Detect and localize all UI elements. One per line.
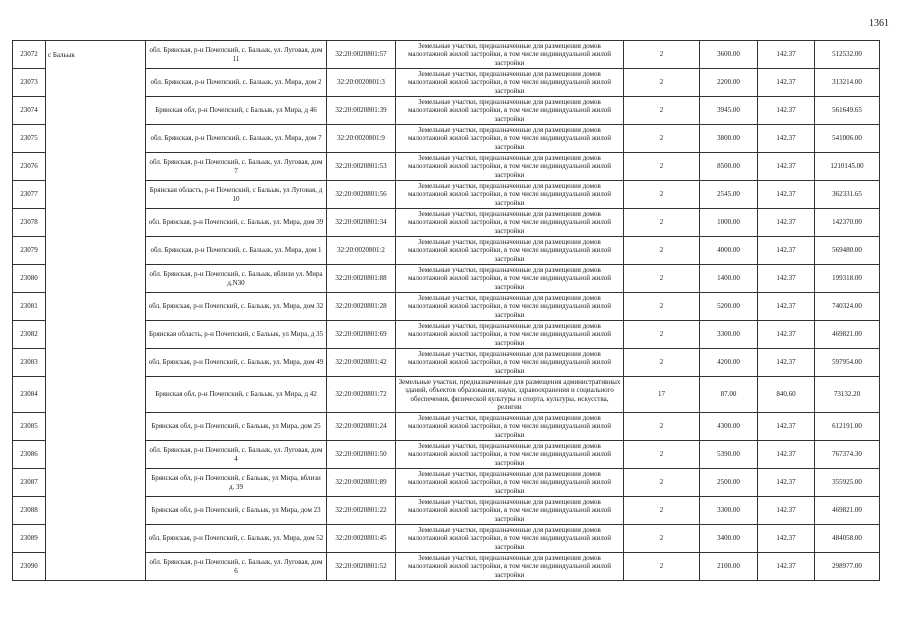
- land-use-cell: Земельные участки, предназначенные для размещения домов малоэтажной жилой застройки, в том числе индивидуальной жилой застройки: [396, 349, 624, 377]
- table-row: [13, 153, 880, 181]
- cadastral-cost-cell: 541006.00: [815, 125, 880, 153]
- cadastral-cost-cell: 469821.00: [815, 321, 880, 349]
- cadastral-number-cell: 32:20:0020801:28: [327, 293, 396, 321]
- row-number: 23076: [13, 153, 46, 181]
- locality-cell: [46, 125, 146, 153]
- row-number: 23074: [13, 97, 46, 125]
- cadastral-cost-cell: 199318.00: [815, 265, 880, 293]
- table-row: [13, 469, 880, 497]
- address-cell: Брянская обл, р-н Почепский, с Бальык, ул Мира, дом 25: [146, 413, 327, 441]
- cadastral-number-cell: 32:20:0020801:3: [327, 69, 396, 97]
- locality-cell: [46, 97, 146, 125]
- rate-cell: 142.37: [758, 181, 815, 209]
- area-cell: 2200.00: [700, 69, 758, 97]
- cadastral-cost-cell: 740324.00: [815, 293, 880, 321]
- address-cell: обл. Брянская, р-н Почепский, с. Бальык, ул. Мира, дом 7: [146, 125, 327, 153]
- table-row: [13, 377, 880, 413]
- cadastral-number-cell: 32:20:0020801:22: [327, 497, 396, 525]
- cadastral-cost-cell: 597954.00: [815, 349, 880, 377]
- area-cell: 1400.00: [700, 265, 758, 293]
- rate-cell: 840.60: [758, 377, 815, 413]
- land-use-cell: Земельные участки, предназначенные для размещения домов малоэтажной жилой застройки, в том числе индивидуальной жилой застройки: [396, 497, 624, 525]
- address-cell: Брянская область, р-н Почепский, с Бальык, ул Луговая, д 10: [146, 181, 327, 209]
- locality-cell: [46, 441, 146, 469]
- land-use-cell: Земельные участки, предназначенные для размещения домов малоэтажной жилой застройки, в том числе индивидуальной жилой застройки: [396, 125, 624, 153]
- rate-cell: 142.37: [758, 97, 815, 125]
- table-row: [13, 293, 880, 321]
- table-row: [13, 349, 880, 377]
- cadastral-cost-cell: 767374.30: [815, 441, 880, 469]
- table-row: [13, 497, 880, 525]
- address-cell: Брянская область, р-н Почепский, с Бальык, ул Мира, д 35: [146, 321, 327, 349]
- cadastral-cost-cell: 142370.00: [815, 209, 880, 237]
- land-use-cell: Земельные участки, предназначенные для размещения домов малоэтажной жилой застройки, в том числе индивидуальной жилой застройки: [396, 293, 624, 321]
- rate-cell: 142.37: [758, 413, 815, 441]
- address-cell: Брянская обл, р-н Почепский, с Бальык, ул Мира, д 46: [146, 97, 327, 125]
- address-cell: Брянская обл, р-н Почепский, с Бальык, ул Мира, вблизи д. 39: [146, 469, 327, 497]
- category-cell: 2: [624, 553, 700, 581]
- address-cell: обл. Брянская, р-н Почепский, с. Бальык, ул. Луговая, дом 6: [146, 553, 327, 581]
- category-cell: 2: [624, 181, 700, 209]
- category-cell: 2: [624, 293, 700, 321]
- land-use-cell: Земельные участки, предназначенные для размещения домов малоэтажной жилой застройки, в том числе индивидуальной жилой застройки: [396, 553, 624, 581]
- cadastral-cost-cell: 561649.65: [815, 97, 880, 125]
- cadastral-number-cell: 32:20:0020801:9: [327, 125, 396, 153]
- area-cell: 3300.00: [700, 321, 758, 349]
- cadastral-number-cell: 32:20:0020801:42: [327, 349, 396, 377]
- rate-cell: 142.37: [758, 293, 815, 321]
- address-cell: Брянская обл, р-н Почепский, с Бальык, ул Мира, дом 23: [146, 497, 327, 525]
- registry-body: [13, 41, 880, 581]
- locality-cell: [46, 69, 146, 97]
- table-row: [13, 69, 880, 97]
- address-cell: обл. Брянская, р-н Почепский, с. Бальык, ул. Луговая, дом 11: [146, 41, 327, 69]
- area-cell: 2545.00: [700, 181, 758, 209]
- category-cell: 2: [624, 209, 700, 237]
- row-number: 23087: [13, 469, 46, 497]
- cadastral-number-cell: 32:20:0020801:53: [327, 153, 396, 181]
- area-cell: 3600.00: [700, 41, 758, 69]
- table-row: [13, 41, 880, 69]
- category-cell: 2: [624, 349, 700, 377]
- land-use-cell: Земельные участки, предназначенные для размещения домов малоэтажной жилой застройки, в том числе индивидуальной жилой застройки: [396, 153, 624, 181]
- category-cell: 2: [624, 525, 700, 553]
- cadastral-cost-cell: 612191.00: [815, 413, 880, 441]
- row-number: 23078: [13, 209, 46, 237]
- address-cell: обл. Брянская, р-н Почепский, с. Бальык, вблизи ул. Мира д.N30: [146, 265, 327, 293]
- cadastral-number-cell: 32:20:0020801:45: [327, 525, 396, 553]
- row-number: 23081: [13, 293, 46, 321]
- area-cell: 4200.00: [700, 349, 758, 377]
- cadastral-cost-cell: 362331.65: [815, 181, 880, 209]
- locality-cell: [46, 349, 146, 377]
- area-cell: 5200.00: [700, 293, 758, 321]
- area-cell: 3400.00: [700, 525, 758, 553]
- rate-cell: 142.37: [758, 69, 815, 97]
- address-cell: обл. Брянская, р-н Почепский, с. Бальык, ул. Мира, дом 39: [146, 209, 327, 237]
- rate-cell: 142.37: [758, 349, 815, 377]
- row-number: 23089: [13, 525, 46, 553]
- cadastral-number-cell: 32:20:0020801:56: [327, 181, 396, 209]
- cadastral-cost-cell: 1210145.00: [815, 153, 880, 181]
- rate-cell: 142.37: [758, 265, 815, 293]
- cadastral-number-cell: 32:20:0020801:39: [327, 97, 396, 125]
- row-number: 23072: [13, 41, 46, 69]
- category-cell: 2: [624, 97, 700, 125]
- rate-cell: 142.37: [758, 125, 815, 153]
- locality-cell: [46, 377, 146, 413]
- cadastral-cost-cell: 484058.00: [815, 525, 880, 553]
- area-cell: 2500.00: [700, 469, 758, 497]
- cadastral-number-cell: 32:20:0020801:69: [327, 321, 396, 349]
- rate-cell: 142.37: [758, 441, 815, 469]
- rate-cell: 142.37: [758, 321, 815, 349]
- row-number: 23090: [13, 553, 46, 581]
- category-cell: 2: [624, 321, 700, 349]
- land-use-cell: Земельные участки, предназначенные для размещения домов малоэтажной жилой застройки, в том числе индивидуальной жилой застройки: [396, 525, 624, 553]
- cadastral-cost-cell: 512532.00: [815, 41, 880, 69]
- table-row: [13, 553, 880, 581]
- locality-cell: [46, 153, 146, 181]
- category-cell: 2: [624, 469, 700, 497]
- area-cell: 5390.00: [700, 441, 758, 469]
- cadastral-number-cell: 32:20:0020801:2: [327, 237, 396, 265]
- table-row: [13, 125, 880, 153]
- area-cell: 4300.00: [700, 413, 758, 441]
- category-cell: 17: [624, 377, 700, 413]
- category-cell: 2: [624, 41, 700, 69]
- rate-cell: 142.37: [758, 469, 815, 497]
- rate-cell: 142.37: [758, 209, 815, 237]
- rate-cell: 142.37: [758, 237, 815, 265]
- land-use-cell: Земельные участки, предназначенные для размещения административных зданий, объектов образования, науки, здравоохранения и социального обеспечения, физической культуры и спорта, культуры, искусства, религии: [396, 377, 624, 413]
- table-row: [13, 441, 880, 469]
- row-number: 23080: [13, 265, 46, 293]
- cadastral-cost-cell: 469821.00: [815, 497, 880, 525]
- cadastral-number-cell: 32:20:0020801:57: [327, 41, 396, 69]
- rate-cell: 142.37: [758, 497, 815, 525]
- row-number: 23085: [13, 413, 46, 441]
- row-number: 23082: [13, 321, 46, 349]
- land-use-cell: Земельные участки, предназначенные для размещения домов малоэтажной жилой застройки, в том числе индивидуальной жилой застройки: [396, 469, 624, 497]
- area-cell: 3800.00: [700, 125, 758, 153]
- locality-cell: [46, 181, 146, 209]
- land-use-cell: Земельные участки, предназначенные для размещения домов малоэтажной жилой застройки, в том числе индивидуальной жилой застройки: [396, 69, 624, 97]
- locality-cell: [46, 321, 146, 349]
- land-use-cell: Земельные участки, предназначенные для размещения домов малоэтажной жилой застройки, в том числе индивидуальной жилой застройки: [396, 441, 624, 469]
- area-cell: 3945.00: [700, 97, 758, 125]
- rate-cell: 142.37: [758, 41, 815, 69]
- address-cell: обл. Брянская, р-н Почепский, с. Бальык, ул. Мира, дом 32: [146, 293, 327, 321]
- row-number: 23075: [13, 125, 46, 153]
- table-row: [13, 321, 880, 349]
- address-cell: обл. Брянская, р-н Почепский, с. Бальык, ул. Луговая, дом 7: [146, 153, 327, 181]
- cadastral-cost-cell: 355925.00: [815, 469, 880, 497]
- locality-cell: [46, 41, 146, 69]
- area-cell: 8500.00: [700, 153, 758, 181]
- address-cell: Брянская обл, р-н Почепский, с Бальык, ул Мира, д 42: [146, 377, 327, 413]
- area-cell: 1000.00: [700, 209, 758, 237]
- land-use-cell: Земельные участки, предназначенные для размещения домов малоэтажной жилой застройки, в том числе индивидуальной жилой застройки: [396, 265, 624, 293]
- cadastral-cost-cell: 313214.00: [815, 69, 880, 97]
- cadastral-cost-cell: 569480.00: [815, 237, 880, 265]
- locality-label: с Бальык: [48, 50, 75, 59]
- row-number: 23086: [13, 441, 46, 469]
- category-cell: 2: [624, 125, 700, 153]
- rate-cell: 142.37: [758, 153, 815, 181]
- rate-cell: 142.37: [758, 553, 815, 581]
- address-cell: обл. Брянская, р-н Почепский, с. Бальык, ул. Мира, дом 52: [146, 525, 327, 553]
- area-cell: 2100.00: [700, 553, 758, 581]
- row-number: 23088: [13, 497, 46, 525]
- row-number: 23083: [13, 349, 46, 377]
- area-cell: 4000.00: [700, 237, 758, 265]
- table-row: [13, 525, 880, 553]
- category-cell: 2: [624, 69, 700, 97]
- table-row: [13, 413, 880, 441]
- address-cell: обл. Брянская, р-н Почепский, с. Бальык, ул. Мира, дом 2: [146, 69, 327, 97]
- cadastral-number-cell: 32:20:0020801:88: [327, 265, 396, 293]
- cadastral-number-cell: 32:20:0020801:89: [327, 469, 396, 497]
- land-use-cell: Земельные участки, предназначенные для размещения домов малоэтажной жилой застройки, в том числе индивидуальной жилой застройки: [396, 181, 624, 209]
- address-cell: обл. Брянская, р-н Почепский, с. Бальык, ул. Луговая, дом 4: [146, 441, 327, 469]
- cadastral-number-cell: 32:20:0020801:24: [327, 413, 396, 441]
- locality-cell: [46, 553, 146, 581]
- land-use-cell: Земельные участки, предназначенные для размещения домов малоэтажной жилой застройки, в том числе индивидуальной жилой застройки: [396, 209, 624, 237]
- locality-cell: [46, 237, 146, 265]
- locality-cell: [46, 265, 146, 293]
- locality-cell: [46, 469, 146, 497]
- table-row: [13, 209, 880, 237]
- row-number: 23084: [13, 377, 46, 413]
- category-cell: 2: [624, 265, 700, 293]
- address-cell: обл. Брянская, р-н Почепский, с. Бальык, ул. Мира, дом 49: [146, 349, 327, 377]
- category-cell: 2: [624, 153, 700, 181]
- cadastral-number-cell: 32:20:0020801:50: [327, 441, 396, 469]
- cadastral-number-cell: 32:20:0020801:34: [327, 209, 396, 237]
- cadastral-cost-cell: 298977.00: [815, 553, 880, 581]
- page-number: 1361: [869, 18, 889, 29]
- land-use-cell: Земельные участки, предназначенные для размещения домов малоэтажной жилой застройки, в том числе индивидуальной жилой застройки: [396, 41, 624, 69]
- category-cell: 2: [624, 441, 700, 469]
- cadastral-cost-cell: 73132.20: [815, 377, 880, 413]
- land-use-cell: Земельные участки, предназначенные для размещения домов малоэтажной жилой застройки, в том числе индивидуальной жилой застройки: [396, 413, 624, 441]
- locality-cell: [46, 497, 146, 525]
- row-number: 23077: [13, 181, 46, 209]
- area-cell: 3300.00: [700, 497, 758, 525]
- rate-cell: 142.37: [758, 525, 815, 553]
- land-use-cell: Земельные участки, предназначенные для размещения домов малоэтажной жилой застройки, в том числе индивидуальной жилой застройки: [396, 237, 624, 265]
- table-row: [13, 97, 880, 125]
- category-cell: 2: [624, 237, 700, 265]
- area-cell: 87.00: [700, 377, 758, 413]
- land-use-cell: Земельные участки, предназначенные для размещения домов малоэтажной жилой застройки, в том числе индивидуальной жилой застройки: [396, 321, 624, 349]
- locality-cell: [46, 293, 146, 321]
- locality-cell: [46, 209, 146, 237]
- cadastral-number-cell: 32:20:0020801:52: [327, 553, 396, 581]
- land-registry-table: [12, 40, 880, 581]
- cadastral-number-cell: 32:20:0020801:72: [327, 377, 396, 413]
- locality-cell: [46, 413, 146, 441]
- table-row: [13, 265, 880, 293]
- row-number: 23079: [13, 237, 46, 265]
- category-cell: 2: [624, 497, 700, 525]
- category-cell: 2: [624, 413, 700, 441]
- row-number: 23073: [13, 69, 46, 97]
- table-row: [13, 181, 880, 209]
- land-use-cell: Земельные участки, предназначенные для размещения домов малоэтажной жилой застройки, в том числе индивидуальной жилой застройки: [396, 97, 624, 125]
- address-cell: обл. Брянская, р-н Почепский, с. Бальык, ул. Мира, дом 1: [146, 237, 327, 265]
- table-row: [13, 237, 880, 265]
- locality-cell: [46, 525, 146, 553]
